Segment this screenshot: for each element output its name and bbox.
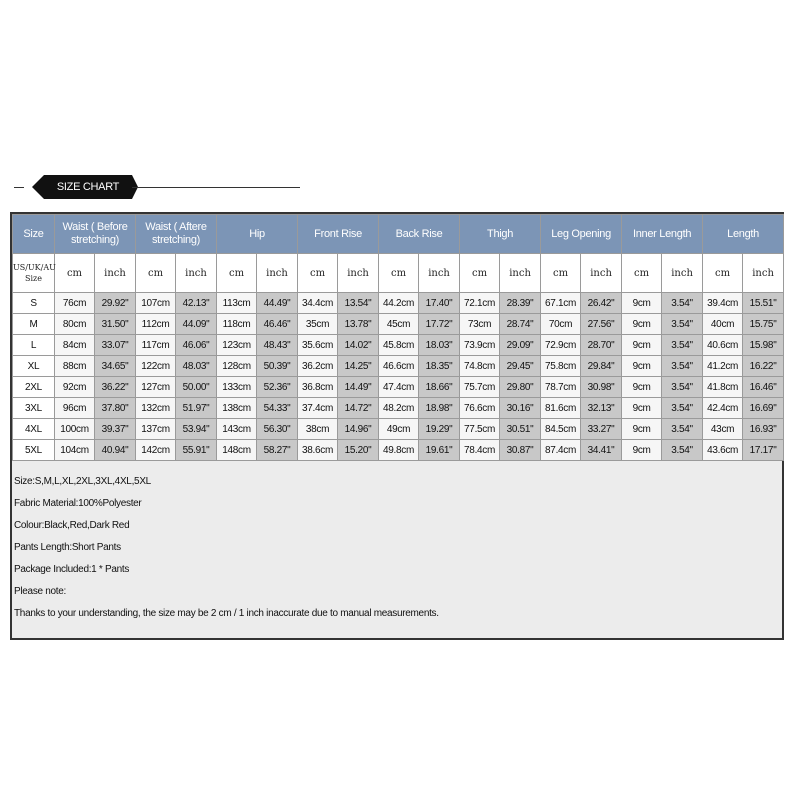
- cm-value-cell: 117cm: [136, 335, 176, 356]
- inch-value-cell: 16.93": [743, 419, 784, 440]
- table-row: [13, 377, 784, 398]
- cm-value-cell: 41.8cm: [703, 377, 743, 398]
- inch-value-cell: 13.78": [338, 314, 379, 335]
- cm-value-cell: 37.4cm: [298, 398, 338, 419]
- inch-value-cell: 39.37": [95, 419, 136, 440]
- inch-value-cell: 17.40": [419, 293, 460, 314]
- inch-value-cell: 18.66": [419, 377, 460, 398]
- cm-value-cell: 127cm: [136, 377, 176, 398]
- cm-value-cell: 48.2cm: [379, 398, 419, 419]
- inch-value-cell: 3.54": [662, 293, 703, 314]
- cm-value-cell: 34.4cm: [298, 293, 338, 314]
- unit-header-cm: cm: [541, 254, 581, 293]
- inch-value-cell: 17.17": [743, 440, 784, 461]
- note-line: Pants Length:Short Pants: [14, 542, 121, 553]
- cm-value-cell: 35.6cm: [298, 335, 338, 356]
- inch-value-cell: 58.27": [257, 440, 298, 461]
- note-line: Please note:: [14, 586, 66, 597]
- unit-header-inch: inch: [338, 254, 379, 293]
- cm-value-cell: 9cm: [622, 356, 662, 377]
- cm-value-cell: 67.1cm: [541, 293, 581, 314]
- cm-value-cell: 9cm: [622, 398, 662, 419]
- cm-value-cell: 92cm: [55, 377, 95, 398]
- unit-header-cm: cm: [136, 254, 176, 293]
- table-row: [13, 356, 784, 377]
- cm-value-cell: 36.2cm: [298, 356, 338, 377]
- inch-value-cell: 13.54": [338, 293, 379, 314]
- cm-value-cell: 128cm: [217, 356, 257, 377]
- unit-header-inch: inch: [257, 254, 298, 293]
- size-cell: 3XL: [13, 398, 55, 419]
- cm-value-cell: 9cm: [622, 419, 662, 440]
- inch-value-cell: 30.51": [500, 419, 541, 440]
- inch-value-cell: 14.72": [338, 398, 379, 419]
- inch-value-cell: 42.13": [176, 293, 217, 314]
- cm-value-cell: 122cm: [136, 356, 176, 377]
- inch-value-cell: 19.29": [419, 419, 460, 440]
- unit-header-cm: cm: [460, 254, 500, 293]
- header-rule: [132, 187, 300, 188]
- inch-value-cell: 14.49": [338, 377, 379, 398]
- inch-value-cell: 14.96": [338, 419, 379, 440]
- cm-value-cell: 40.6cm: [703, 335, 743, 356]
- cm-value-cell: 35cm: [298, 314, 338, 335]
- size-region-label: US/UK/AU: [13, 263, 56, 272]
- cm-value-cell: 142cm: [136, 440, 176, 461]
- inch-value-cell: 48.03": [176, 356, 217, 377]
- note-line: Colour:Black,Red,Dark Red: [14, 520, 130, 531]
- note-line: Package Included:1 * Pants: [14, 564, 130, 575]
- inch-value-cell: 18.35": [419, 356, 460, 377]
- cm-value-cell: 43cm: [703, 419, 743, 440]
- cm-value-cell: 84cm: [55, 335, 95, 356]
- inch-value-cell: 29.92": [95, 293, 136, 314]
- inch-value-cell: 16.46": [743, 377, 784, 398]
- inch-value-cell: 36.22": [95, 377, 136, 398]
- unit-header-row: [13, 254, 784, 293]
- size-region-header: [13, 254, 55, 293]
- cm-value-cell: 42.4cm: [703, 398, 743, 419]
- unit-header-inch: inch: [662, 254, 703, 293]
- table-row: [13, 293, 784, 314]
- cm-value-cell: 70cm: [541, 314, 581, 335]
- inch-value-cell: 3.54": [662, 398, 703, 419]
- inch-value-cell: 17.72": [419, 314, 460, 335]
- group-header-waist-before: Waist ( Before stretching): [55, 215, 136, 254]
- size-chart-header: [10, 172, 300, 202]
- inch-value-cell: 3.54": [662, 377, 703, 398]
- inch-value-cell: 28.70": [581, 335, 622, 356]
- unit-header-cm: cm: [298, 254, 338, 293]
- size-table-body: [13, 293, 784, 461]
- unit-header-inch: inch: [419, 254, 460, 293]
- cm-value-cell: 84.5cm: [541, 419, 581, 440]
- inch-value-cell: 52.36": [257, 377, 298, 398]
- cm-value-cell: 78.4cm: [460, 440, 500, 461]
- inch-value-cell: 46.46": [257, 314, 298, 335]
- inch-value-cell: 51.97": [176, 398, 217, 419]
- group-header-front-rise: Front Rise: [298, 215, 379, 254]
- inch-value-cell: 50.00": [176, 377, 217, 398]
- cm-value-cell: 138cm: [217, 398, 257, 419]
- cm-value-cell: 80cm: [55, 314, 95, 335]
- cm-value-cell: 74.8cm: [460, 356, 500, 377]
- cm-value-cell: 40cm: [703, 314, 743, 335]
- cm-value-cell: 96cm: [55, 398, 95, 419]
- size-cell: XL: [13, 356, 55, 377]
- cm-value-cell: 38cm: [298, 419, 338, 440]
- cm-value-cell: 118cm: [217, 314, 257, 335]
- unit-header-cm: cm: [703, 254, 743, 293]
- cm-value-cell: 47.4cm: [379, 377, 419, 398]
- cm-value-cell: 44.2cm: [379, 293, 419, 314]
- cm-value-cell: 72.9cm: [541, 335, 581, 356]
- cm-value-cell: 133cm: [217, 377, 257, 398]
- inch-value-cell: 32.13": [581, 398, 622, 419]
- inch-value-cell: 15.20": [338, 440, 379, 461]
- inch-value-cell: 27.56": [581, 314, 622, 335]
- group-header-length: Length: [703, 215, 784, 254]
- inch-value-cell: 46.06": [176, 335, 217, 356]
- cm-value-cell: 123cm: [217, 335, 257, 356]
- table-row: [13, 398, 784, 419]
- cm-value-cell: 73cm: [460, 314, 500, 335]
- inch-value-cell: 3.54": [662, 314, 703, 335]
- cm-value-cell: 88cm: [55, 356, 95, 377]
- unit-header-inch: inch: [743, 254, 784, 293]
- size-cell: 2XL: [13, 377, 55, 398]
- inch-value-cell: 26.42": [581, 293, 622, 314]
- unit-header-inch: inch: [500, 254, 541, 293]
- inch-value-cell: 50.39": [257, 356, 298, 377]
- cm-value-cell: 39.4cm: [703, 293, 743, 314]
- inch-value-cell: 14.02": [338, 335, 379, 356]
- inch-value-cell: 15.51": [743, 293, 784, 314]
- inch-value-cell: 33.07": [95, 335, 136, 356]
- cm-value-cell: 113cm: [217, 293, 257, 314]
- unit-header-cm: cm: [379, 254, 419, 293]
- table-row: [13, 335, 784, 356]
- inch-value-cell: 29.80": [500, 377, 541, 398]
- inch-value-cell: 56.30": [257, 419, 298, 440]
- size-header: Size: [13, 215, 55, 254]
- inch-value-cell: 3.54": [662, 356, 703, 377]
- inch-value-cell: 3.54": [662, 335, 703, 356]
- group-header-thigh: Thigh: [460, 215, 541, 254]
- cm-value-cell: 49cm: [379, 419, 419, 440]
- unit-header-inch: inch: [176, 254, 217, 293]
- cm-value-cell: 73.9cm: [460, 335, 500, 356]
- cm-value-cell: 45cm: [379, 314, 419, 335]
- note-line: Thanks to your understanding, the size may be 2 cm / 1 inch inaccurate due to manual measurements.: [14, 608, 439, 619]
- group-header-hip: Hip: [217, 215, 298, 254]
- size-chart-title: SIZE CHART: [44, 175, 132, 199]
- cm-value-cell: 41.2cm: [703, 356, 743, 377]
- size-cell: M: [13, 314, 55, 335]
- inch-value-cell: 3.54": [662, 440, 703, 461]
- size-cell: S: [13, 293, 55, 314]
- inch-value-cell: 16.69": [743, 398, 784, 419]
- inch-value-cell: 37.80": [95, 398, 136, 419]
- unit-header-cm: cm: [217, 254, 257, 293]
- inch-value-cell: 30.87": [500, 440, 541, 461]
- inch-value-cell: 3.54": [662, 419, 703, 440]
- size-cell: 5XL: [13, 440, 55, 461]
- inch-value-cell: 53.94": [176, 419, 217, 440]
- size-cell: 4XL: [13, 419, 55, 440]
- cm-value-cell: 75.7cm: [460, 377, 500, 398]
- cm-value-cell: 9cm: [622, 314, 662, 335]
- unit-header-cm: cm: [622, 254, 662, 293]
- inch-value-cell: 29.45": [500, 356, 541, 377]
- unit-header-inch: inch: [95, 254, 136, 293]
- unit-header-cm: cm: [55, 254, 95, 293]
- inch-value-cell: 30.16": [500, 398, 541, 419]
- table-row: [13, 440, 784, 461]
- header-tag-notch-left: [32, 175, 44, 199]
- inch-value-cell: 30.98": [581, 377, 622, 398]
- cm-value-cell: 100cm: [55, 419, 95, 440]
- group-header-back-rise: Back Rise: [379, 215, 460, 254]
- cm-value-cell: 9cm: [622, 293, 662, 314]
- cm-value-cell: 112cm: [136, 314, 176, 335]
- inch-value-cell: 44.09": [176, 314, 217, 335]
- inch-value-cell: 40.94": [95, 440, 136, 461]
- cm-value-cell: 38.6cm: [298, 440, 338, 461]
- table-row: [13, 314, 784, 335]
- group-header-waist-after: Waist ( Aftere stretching): [136, 215, 217, 254]
- group-header-leg-opening: Leg Opening: [541, 215, 622, 254]
- cm-value-cell: 76.6cm: [460, 398, 500, 419]
- cm-value-cell: 72.1cm: [460, 293, 500, 314]
- inch-value-cell: 31.50": [95, 314, 136, 335]
- inch-value-cell: 34.41": [581, 440, 622, 461]
- inch-value-cell: 16.22": [743, 356, 784, 377]
- cm-value-cell: 43.6cm: [703, 440, 743, 461]
- cm-value-cell: 137cm: [136, 419, 176, 440]
- inch-value-cell: 15.98": [743, 335, 784, 356]
- inch-value-cell: 28.74": [500, 314, 541, 335]
- size-chart-frame: [10, 212, 784, 640]
- cm-value-cell: 75.8cm: [541, 356, 581, 377]
- group-header-row: [13, 215, 784, 254]
- cm-value-cell: 107cm: [136, 293, 176, 314]
- inch-value-cell: 29.84": [581, 356, 622, 377]
- cm-value-cell: 36.8cm: [298, 377, 338, 398]
- cm-value-cell: 87.4cm: [541, 440, 581, 461]
- cm-value-cell: 49.8cm: [379, 440, 419, 461]
- inch-value-cell: 33.27": [581, 419, 622, 440]
- cm-value-cell: 9cm: [622, 377, 662, 398]
- header-dash: [14, 187, 24, 188]
- cm-value-cell: 104cm: [55, 440, 95, 461]
- inch-value-cell: 54.33": [257, 398, 298, 419]
- inch-value-cell: 48.43": [257, 335, 298, 356]
- cm-value-cell: 81.6cm: [541, 398, 581, 419]
- cm-value-cell: 45.8cm: [379, 335, 419, 356]
- cm-value-cell: 76cm: [55, 293, 95, 314]
- cm-value-cell: 77.5cm: [460, 419, 500, 440]
- inch-value-cell: 15.75": [743, 314, 784, 335]
- note-line: Size:S,M,L,XL,2XL,3XL,4XL,5XL: [14, 476, 151, 487]
- inch-value-cell: 44.49": [257, 293, 298, 314]
- unit-header-inch: inch: [581, 254, 622, 293]
- inch-value-cell: 28.39": [500, 293, 541, 314]
- size-cell: L: [13, 335, 55, 356]
- cm-value-cell: 78.7cm: [541, 377, 581, 398]
- cm-value-cell: 9cm: [622, 440, 662, 461]
- cm-value-cell: 132cm: [136, 398, 176, 419]
- group-header-inner-length: Inner Length: [622, 215, 703, 254]
- cm-value-cell: 143cm: [217, 419, 257, 440]
- inch-value-cell: 14.25": [338, 356, 379, 377]
- note-line: Fabric Material:100%Polyester: [14, 498, 142, 509]
- cm-value-cell: 148cm: [217, 440, 257, 461]
- inch-value-cell: 18.98": [419, 398, 460, 419]
- inch-value-cell: 19.61": [419, 440, 460, 461]
- product-notes: [14, 471, 774, 625]
- cm-value-cell: 9cm: [622, 335, 662, 356]
- size-table: [12, 214, 784, 461]
- cm-value-cell: 46.6cm: [379, 356, 419, 377]
- inch-value-cell: 18.03": [419, 335, 460, 356]
- inch-value-cell: 29.09": [500, 335, 541, 356]
- table-row: [13, 419, 784, 440]
- size-region-sublabel: Size: [25, 274, 42, 283]
- inch-value-cell: 55.91": [176, 440, 217, 461]
- inch-value-cell: 34.65": [95, 356, 136, 377]
